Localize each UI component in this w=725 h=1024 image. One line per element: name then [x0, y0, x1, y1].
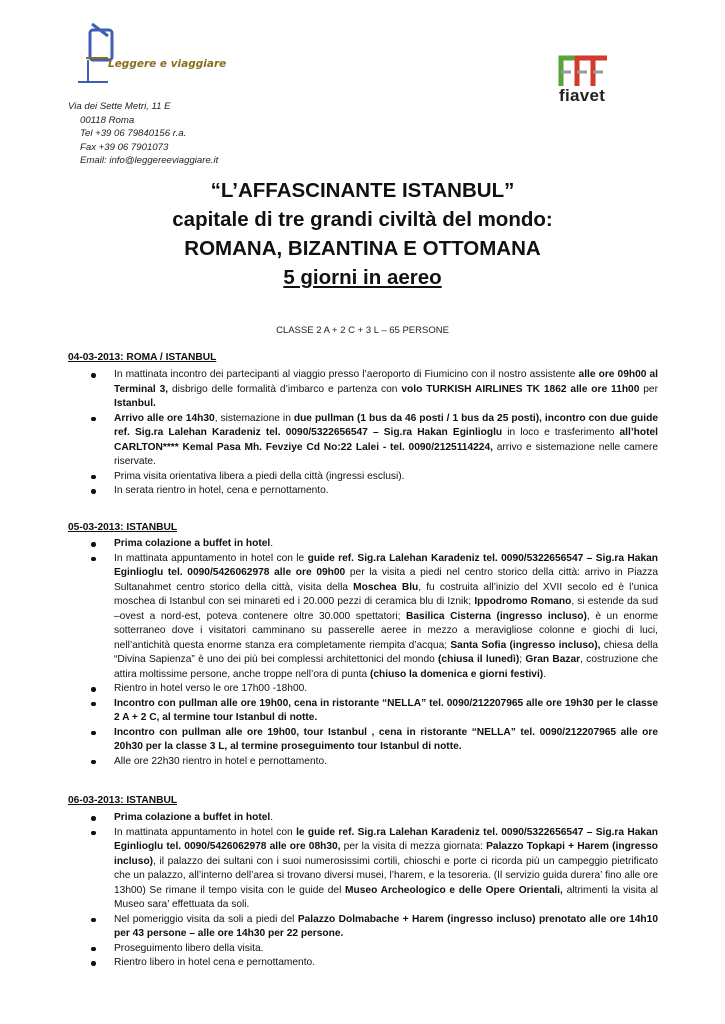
list-item — [68, 826, 658, 913]
bold-text-run: volo TURKISH AIRLINES TK 1862 alle ore 11h00 — [401, 383, 640, 395]
bold-text-run: Palazzo Topkapi + Harem (ingresso incluso) — [114, 841, 658, 867]
bold-text-run: Ippodromo Romano — [474, 596, 572, 607]
list-item — [68, 368, 658, 412]
bold-text-run: Santa Sofia (ingresso incluso), — [450, 639, 601, 651]
text-run: , fu costruita all’inizio del XVII secolo ed è l’unica moschea di Istanbul con sei minareti ed i 20.000 pezzi di ceramica blu di Iznik; — [114, 581, 658, 607]
address-city: 00118 Roma — [80, 114, 135, 126]
fiavet-mark-icon — [557, 52, 613, 88]
day-items — [68, 537, 658, 769]
title-line-2: capitale di tre grandi civiltà del mondo: — [172, 208, 553, 231]
day-items — [68, 368, 658, 499]
list-item — [68, 697, 658, 726]
bold-text-run: Istanbul. — [114, 398, 156, 409]
day-title: 04-03-2013: ROMA / ISTANBUL — [68, 352, 217, 363]
classe-line: CLASSE 2 A + 2 C + 3 L – 65 PERSONE — [276, 325, 449, 336]
address-email: Email: info@leggereeviaggiare.it — [80, 155, 219, 167]
fiavet-text: fiavet — [559, 86, 606, 105]
text-run: , sistemazione in — [214, 412, 294, 424]
bold-text-run: guide ref. Sig.ra Lalehan Karadeniz tel. 0090/5322656547 – Sig.ra Hakan Eginlioglu tel. 0090/5426062978 alle ore 09h00 — [114, 552, 658, 578]
bold-text-run: Incontro con pullman alle ore 19h00, cena in ristorante “NELLA” tel. 0090/212207965 alle ore 19h30 per le classe 2 A + 2 C, al termine tour Istanbul di notte. — [114, 697, 658, 723]
agency-address — [68, 100, 218, 168]
text-run: In mattinata appuntamento in hotel con le — [114, 552, 308, 564]
list-item — [68, 412, 658, 470]
text-run: Rientro in hotel verso le ore 17h00 -18h00. — [114, 683, 308, 694]
address-tel: Tel +39 06 79840156 r.a. — [80, 128, 187, 140]
title-line-4: 5 giorni in aereo — [283, 266, 442, 289]
list-item — [68, 537, 658, 552]
document-title — [0, 176, 725, 292]
bold-text-run: all’hotel CARLTON**** Kemal Pasa Mh. Fevziye Cd No:22 Lalei - tel. 0090/2125114224, — [114, 427, 658, 453]
list-item — [68, 552, 658, 683]
fiavet-logo — [557, 52, 627, 106]
bold-text-run: Prima colazione a buffet in hotel — [114, 538, 271, 549]
text-run: In mattinata incontro dei partecipanti al viaggio presso l’aeroporto di Fiumicino con il nostro assistente — [114, 369, 579, 380]
text-run: , costruzione che attira moltissime persone, anche troppe nell’ora di punta — [114, 654, 658, 680]
text-run: Alle ore 22h30 rientro in hotel e pernottamento. — [114, 755, 327, 767]
bold-text-run: Gran Bazar — [525, 654, 581, 665]
address-fax: Fax +39 06 7901073 — [80, 141, 169, 153]
text-run: arrivo e sistemazione nelle camere riservate. — [114, 441, 658, 467]
bold-text-run: le guide ref. Sig.ra Lalehan Karadeniz tel. 0090/5322656547 – Sig.ra Hakan Eginlioglu tel. 0090/5426062978 alle ore 08h30, — [114, 826, 658, 852]
list-item — [68, 470, 658, 485]
text-run: altrimenti la visita al Museo sara’ effettuata da soli. — [114, 884, 658, 910]
text-run: . — [270, 812, 274, 823]
day-items — [68, 811, 658, 971]
bold-text-run: due pullman (1 bus da 46 posti / 1 bus da 25 posti), incontro con due guide ref. Sig.ra Lalehan Karadeniz tel. 0090/5322656547 – Sig.ra Hakan Eginlioglu — [114, 412, 658, 438]
text-run: . — [543, 668, 547, 680]
day-title: 06-03-2013: ISTANBUL — [68, 795, 178, 806]
text-run: Rientro libero in hotel cena e pernottamento. — [114, 957, 316, 968]
text-run: per — [639, 383, 658, 395]
list-item — [68, 942, 658, 957]
text-run: , è un enorme sotterraneo dove i visitatori camminano su passerelle aeree in mezzo a meravigliose colonne e giochi di luci, nell’antichità questa enorme stanza era completamente riempita d’acqua; — [114, 610, 658, 651]
list-item — [68, 755, 658, 770]
bold-text-run: Moschea Blu — [353, 581, 419, 593]
text-run: disbrigo delle formalità d’imbarco e partenza con — [168, 383, 402, 395]
text-run: chiesa della “Divina Sapienza” è uno dei più bei complessi architettonici del mondo — [114, 639, 658, 665]
address-street: Via dei Sette Metri, 11 E — [68, 101, 171, 112]
text-run: Proseguimento libero della visita. — [114, 942, 264, 954]
text-run: , si estende da sud –ovest a nord-est, poteva contenere oltre 30.000 spettatori; — [114, 596, 658, 622]
list-item — [68, 682, 658, 697]
list-item — [68, 913, 658, 942]
list-item — [68, 956, 658, 971]
text-run: In serata rientro in hotel, cena e pernottamento. — [114, 485, 329, 496]
text-run: , il palazzo dei sultani con i suoi numerosissimi cortili, chioschi e porte ci ricorda più un campeggio pietrificato che un palazzo, all’interno dell’area si trovano diversi musei, l’harem, e la tesoreria. (Il servizio guida durera’ fino alle ore 13h00) Se rimane il tempo visita con le guide del — [114, 855, 658, 896]
list-item — [68, 484, 658, 499]
bold-text-run: Arrivo alle ore 14h30 — [114, 412, 215, 424]
bold-text-run: (chiusa il lunedì) — [438, 654, 520, 665]
list-item — [68, 811, 658, 826]
list-item — [68, 726, 658, 755]
text-run: In mattinata appuntamento in hotel con — [114, 826, 297, 838]
bold-text-run: Palazzo Dolmabache + Harem (ingresso incluso) prenotato alle ore 14h10 per 43 persone – alle ore 14h30 per 22 persone. — [114, 913, 658, 939]
brand-name: Leggere e viaggiare — [108, 58, 227, 70]
text-run: Prima visita orientativa libera a piedi della città (ingressi esclusi). — [114, 470, 405, 482]
text-run: per la visita di mezza giornata: — [340, 841, 487, 852]
title-line-1: “L’AFFASCINANTE ISTANBUL” — [210, 179, 515, 202]
day-title: 05-03-2013: ISTANBUL — [68, 522, 178, 533]
leggere-e-viaggiare-logo — [78, 22, 228, 94]
bold-text-run: Basilica Cisterna (ingresso incluso) — [406, 610, 587, 622]
text-run: in loco e trasferimento — [502, 427, 620, 438]
text-run: ; — [519, 654, 526, 665]
bold-text-run: Prima colazione a buffet in hotel — [114, 812, 271, 823]
bold-text-run: Incontro con pullman alle ore 19h00, tour Istanbul , cena in ristorante “NELLA” tel. 0090/212207965 alle ore 20h30 per la classe 3 L, al termine proseguimento tour Istanbul di notte. — [114, 726, 658, 752]
bold-text-run: Museo Archeologico e delle Opere Orientali, — [345, 884, 563, 896]
text-run: per la visita a piedi nel centro storico della città: arrivo in Piazza Sultanahmet centro storico della città, visita della — [114, 567, 658, 593]
title-line-3: ROMANA, BIZANTINA E OTTOMANA — [184, 237, 541, 260]
bold-text-run: alle ore 09h00 al Terminal 3, — [114, 369, 658, 395]
text-run: Nel pomeriggio visita da soli a piedi del — [114, 913, 298, 925]
bold-text-run: (chiuso la domenica e giorni festivi) — [369, 668, 544, 680]
text-run: . — [270, 538, 274, 549]
